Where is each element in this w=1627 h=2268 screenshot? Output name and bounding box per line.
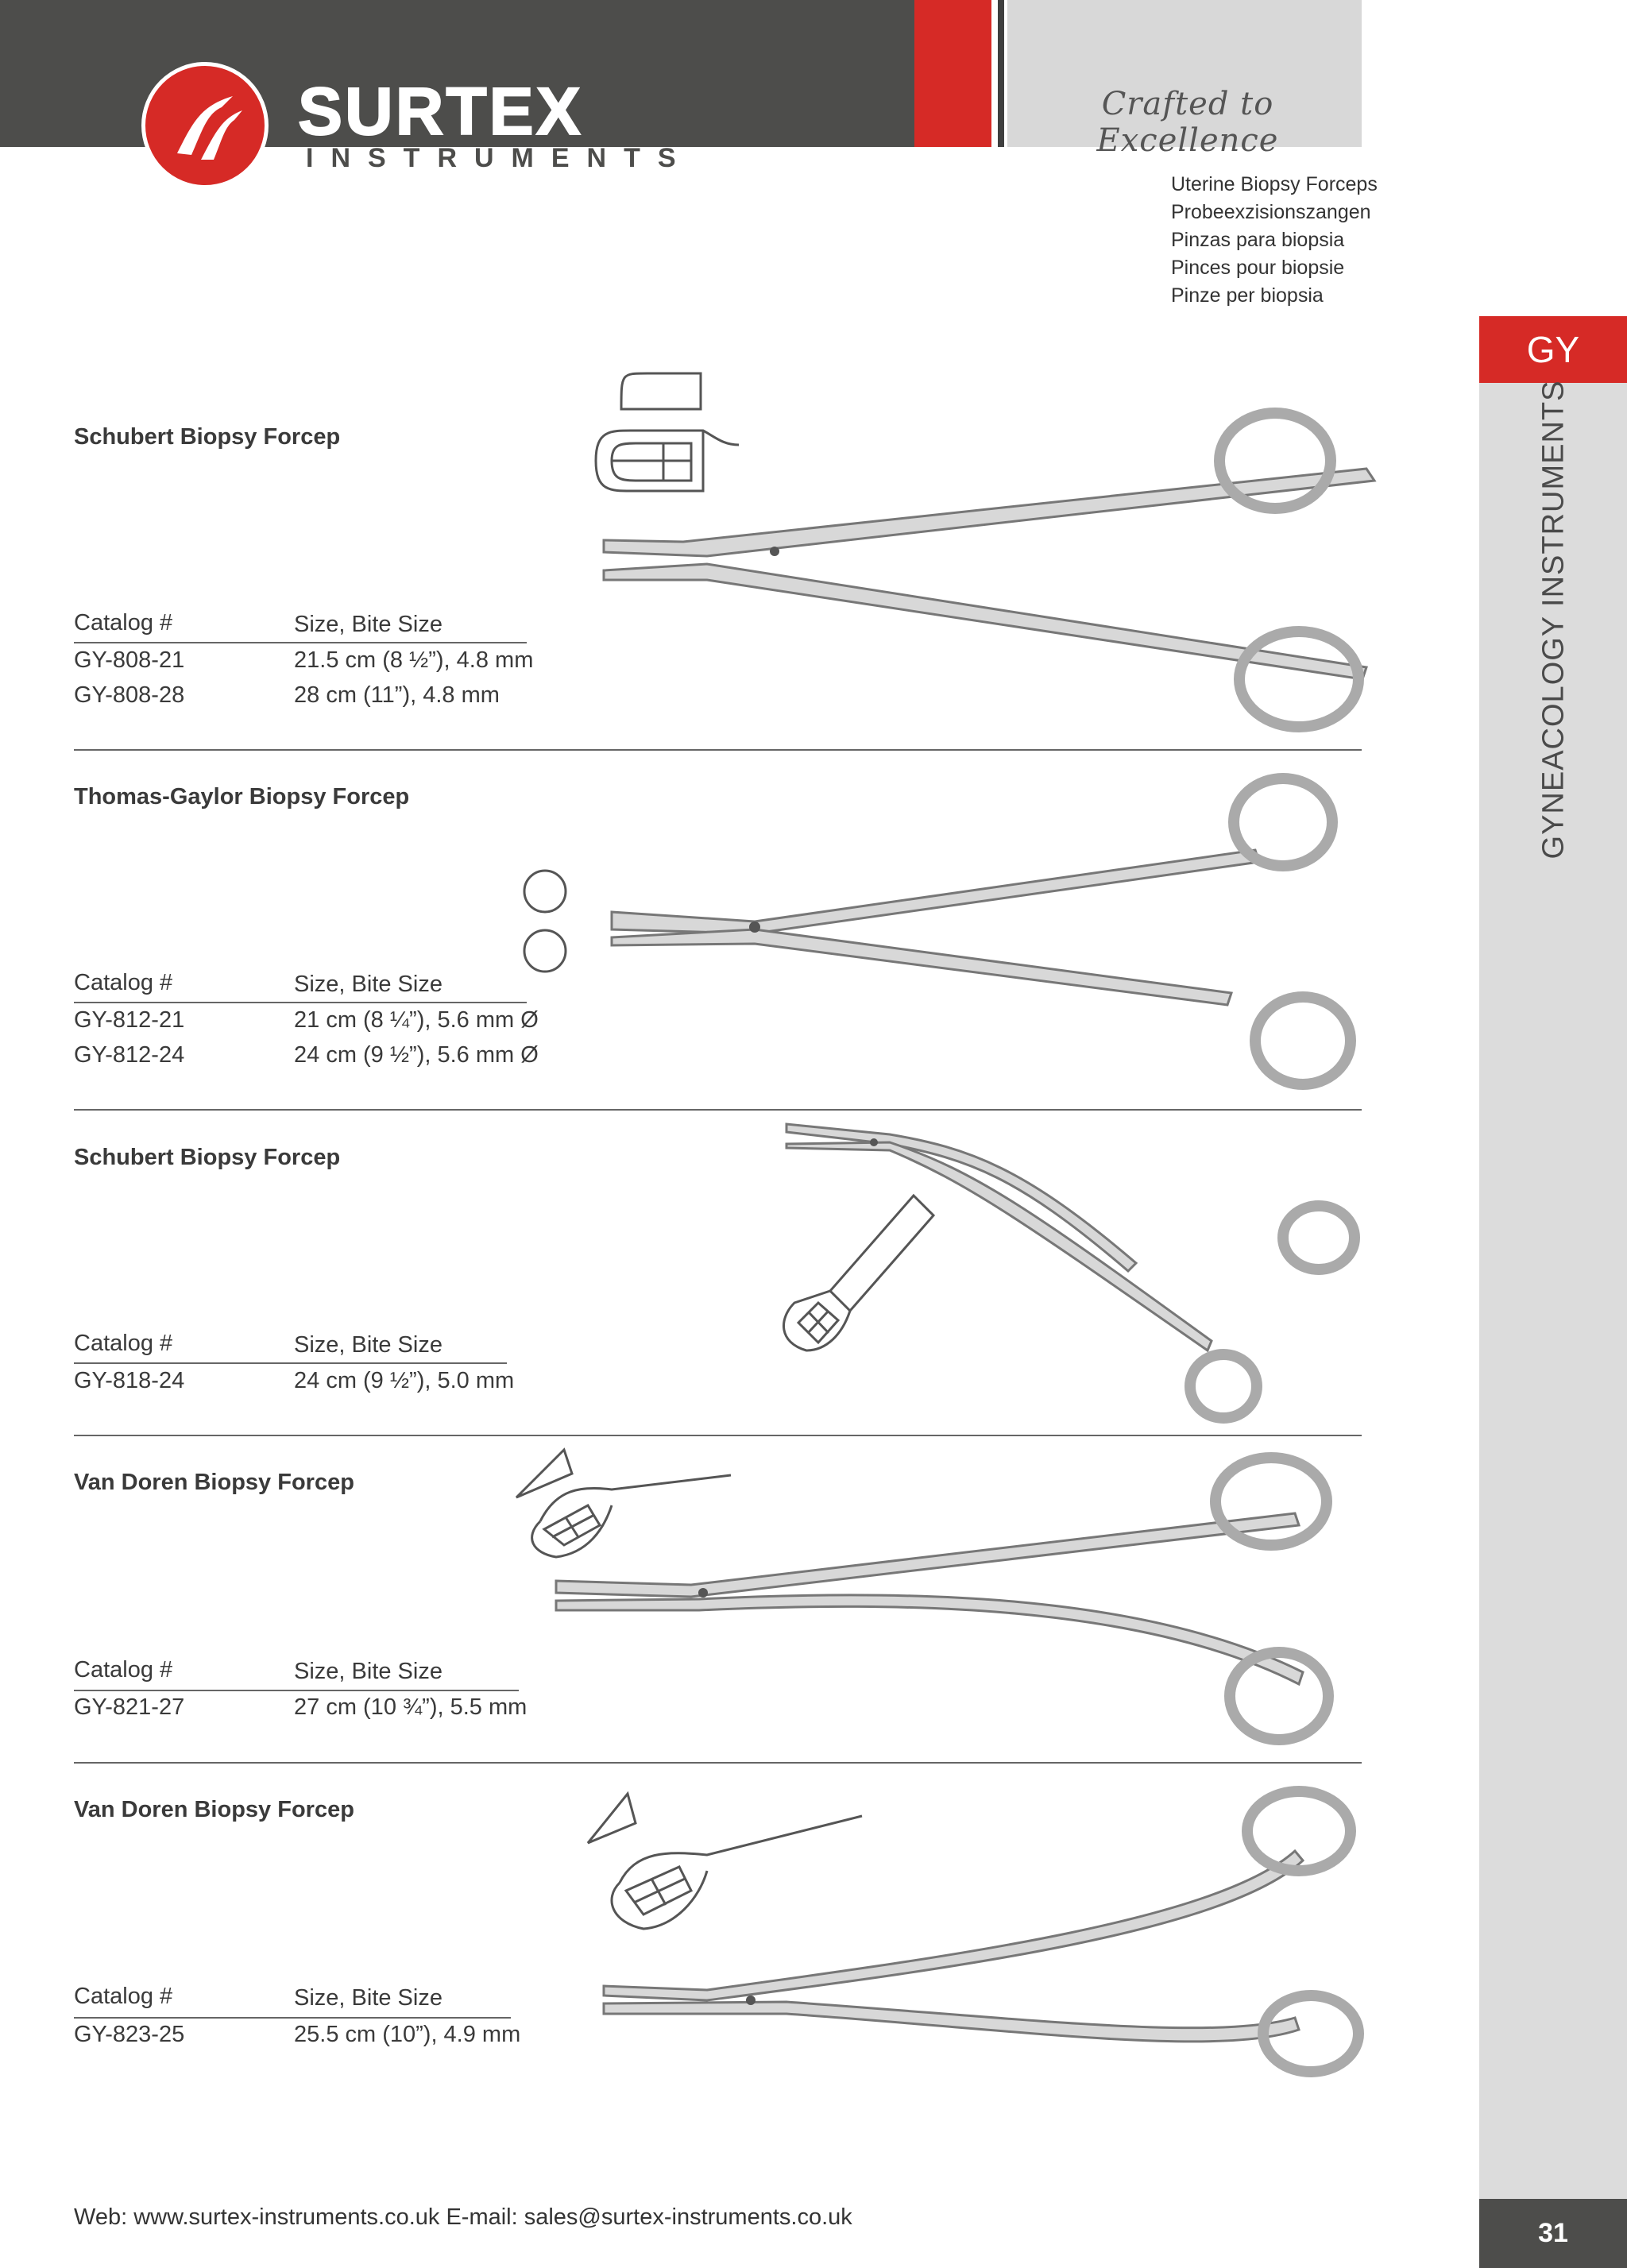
brand-name: SURTEX (298, 74, 583, 149)
thomas-gaylor-forcep-illustration (516, 771, 1366, 1096)
catalog-header: Catalog # (74, 1984, 173, 2009)
size-value: 27 cm (10 ¾”), 5.5 mm (294, 1694, 528, 1720)
logo-mark (141, 62, 269, 189)
catalog-number: GY-808-21 (74, 647, 185, 673)
schubert-forcep-illustration (588, 365, 1366, 731)
section-divider (74, 1109, 1362, 1111)
product-title: Schubert Biopsy Forcep (74, 1145, 341, 1170)
tagline: Crafted to Excellence (1096, 86, 1279, 159)
category-title-list (1171, 171, 1378, 310)
catalog-number: GY-812-21 (74, 1007, 185, 1033)
section-divider (74, 749, 1362, 751)
size-value: 21.5 cm (8 ½”), 4.8 mm (294, 647, 534, 673)
product-title: Thomas-Gaylor Biopsy Forcep (74, 784, 410, 809)
size-value: 28 cm (11”), 4.8 mm (294, 682, 500, 708)
size-header: Size, Bite Size (294, 972, 442, 997)
header-strip (998, 0, 1004, 147)
section-divider (74, 1762, 1362, 1764)
size-header: Size, Bite Size (294, 1985, 442, 2011)
size-header: Size, Bite Size (294, 612, 442, 637)
product-title: Van Doren Biopsy Forcep (74, 1470, 354, 1495)
side-tab-label: GYNEACOLOGY INSTRUMENTS (1536, 380, 1571, 860)
table-rule (74, 642, 527, 643)
footer-contact: Web: www.surtex-instruments.co.uk E-mail: sales@surtex-instruments.co.uk (74, 2204, 852, 2230)
header-gap (991, 0, 998, 147)
van-doren-forcep-illustration (508, 1442, 1366, 1744)
catalog-header: Catalog # (74, 610, 173, 636)
brand-subtitle: INSTRUMENTS (306, 143, 694, 173)
table-rule (74, 2017, 511, 2019)
table-rule (74, 1002, 527, 1003)
header-red-block (914, 0, 991, 147)
title-en: Uterine Biopsy Forceps (1171, 173, 1378, 195)
table-rule (74, 1690, 519, 1691)
size-value: 25.5 cm (10”), 4.9 mm (294, 2022, 521, 2047)
size-header: Size, Bite Size (294, 1659, 442, 1684)
logo-swoosh-icon (145, 66, 265, 185)
size-value: 24 cm (9 ½”), 5.6 mm Ø (294, 1042, 539, 1068)
catalog-number: GY-818-24 (74, 1368, 185, 1393)
product-title: Van Doren Biopsy Forcep (74, 1797, 354, 1822)
size-value: 21 cm (8 ¼”), 5.6 mm Ø (294, 1007, 539, 1033)
title-fr: Pinces pour biopsie (1171, 257, 1345, 279)
catalog-number: GY-823-25 (74, 2022, 185, 2047)
size-header: Size, Bite Size (294, 1332, 442, 1358)
schubert-angled-forcep-illustration (763, 1112, 1366, 1446)
page-number: 31 (1479, 2199, 1627, 2268)
product-title: Schubert Biopsy Forcep (74, 424, 341, 450)
side-tab-code: GY (1479, 316, 1627, 383)
catalog-header: Catalog # (74, 1657, 173, 1683)
catalog-number: GY-812-24 (74, 1042, 185, 1068)
catalog-header: Catalog # (74, 1331, 173, 1356)
catalog-number: GY-821-27 (74, 1694, 185, 1720)
title-de: Probeexzisionszangen (1171, 201, 1371, 223)
size-value: 24 cm (9 ½”), 5.0 mm (294, 1368, 515, 1393)
title-es: Pinzas para biopsia (1171, 229, 1345, 251)
title-it: Pinze per biopsia (1171, 284, 1324, 307)
table-rule (74, 1362, 507, 1364)
van-doren-forcep-illustration (580, 1787, 1366, 2073)
catalog-header: Catalog # (74, 970, 173, 995)
catalog-number: GY-808-28 (74, 682, 185, 708)
